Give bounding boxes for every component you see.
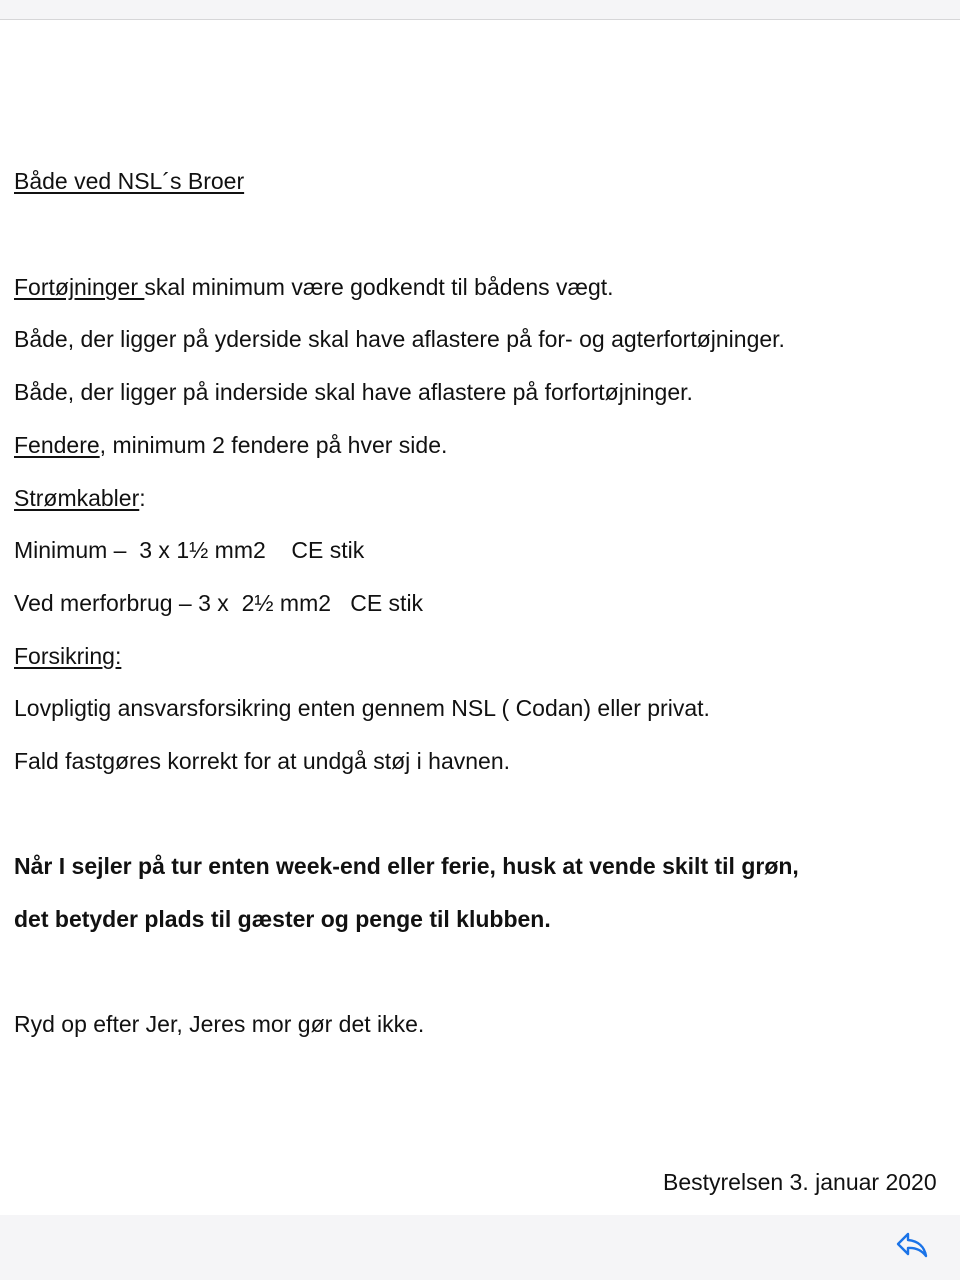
insurance-text: Lovpligtig ansvarsforsikring enten gennem NSL ( Codan) eller privat. (14, 695, 710, 721)
power-cables-label: Strømkabler (14, 485, 140, 511)
moorings-label: Fortøjninger (14, 274, 145, 300)
inner-side-line: Både, der ligger på inderside skal have aflastere på forfortøjninger. (14, 379, 693, 405)
minimum-cable-line: Minimum – 3 x 1½ mm2 CE stik (14, 537, 365, 563)
fenders-line (14, 431, 447, 459)
bottom-toolbar (0, 1215, 960, 1280)
fenders-text: , minimum 2 fendere på hver side. (99, 432, 448, 458)
document-page (0, 20, 960, 1215)
extra-cable-line: Ved merforbrug – 3 x 2½ mm2 CE stik (14, 590, 424, 616)
reply-arrow-icon (895, 1230, 929, 1265)
moorings-text: skal minimum være godkendt til bådens vægt. (144, 274, 614, 300)
halyards-line: Fald fastgøres korrekt for at undgå støj i havnen. (14, 748, 511, 774)
power-cables-text: : (139, 485, 146, 511)
power-cables-line (14, 484, 146, 512)
insurance-label: Forsikring: (14, 643, 122, 669)
fenders-label: Fendere (14, 432, 100, 458)
cleanup-line: Ryd op efter Jer, Jeres mor gør det ikke. (14, 1011, 425, 1037)
bold-notice-line-1: Når I sejler på tur enten week-end eller ferie, husk at vende skilt til grøn, (14, 853, 799, 879)
document-heading: Både ved NSL´s Broer (14, 168, 245, 194)
outer-side-line: Både, der ligger på yderside skal have aflastere på for- og agterfortøjninger. (14, 326, 785, 352)
top-bar (0, 0, 960, 20)
reply-button[interactable] (894, 1229, 930, 1265)
signature: Bestyrelsen 3. januar 2020 (663, 1169, 937, 1195)
bold-notice-line-2: det betyder plads til gæster og penge til klubben. (14, 906, 551, 932)
moorings-line (14, 273, 614, 301)
